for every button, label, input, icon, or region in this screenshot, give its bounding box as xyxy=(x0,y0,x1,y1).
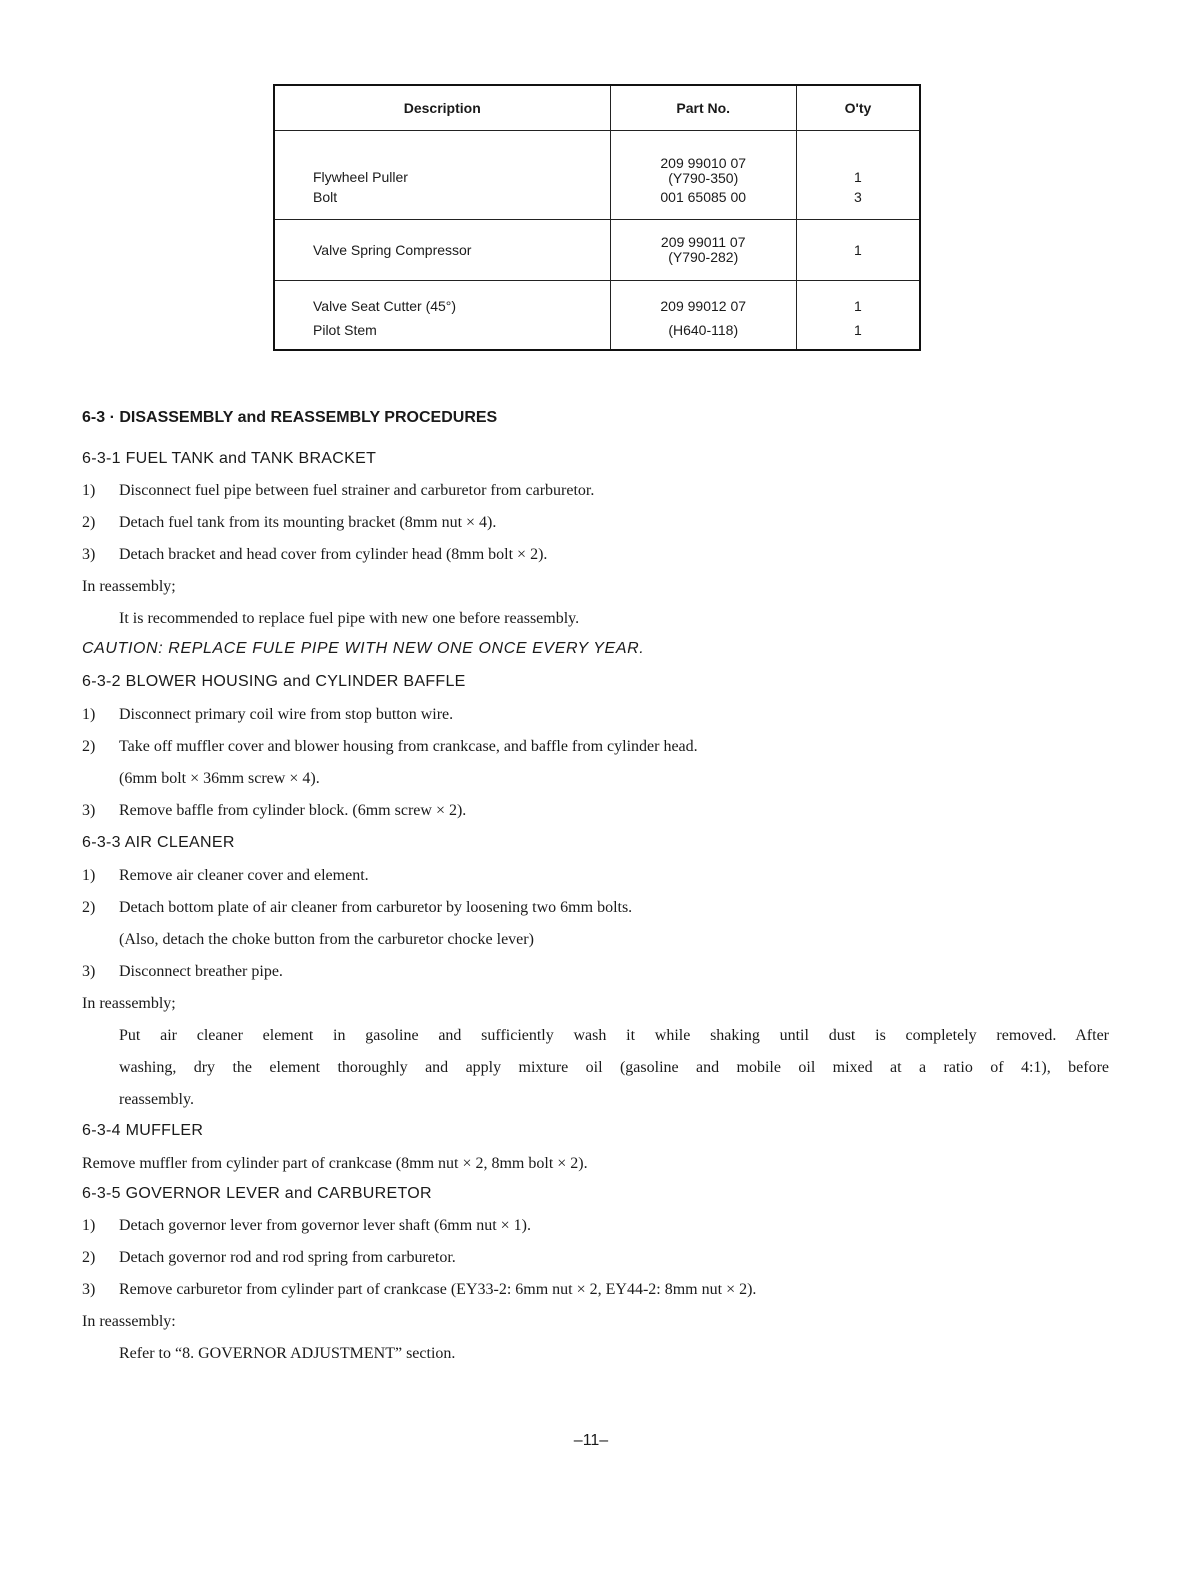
step-number: 1) xyxy=(82,706,96,723)
subsection-title: 6-3-3 AIR CLEANER xyxy=(82,834,235,851)
part-no-line: (Y790-282) xyxy=(668,248,739,265)
table-row xyxy=(274,318,920,350)
step-number: 1) xyxy=(82,867,96,884)
subsection-title: 6-3-1 FUEL TANK and TANK BRACKET xyxy=(82,450,377,467)
step-number: 3) xyxy=(82,546,96,563)
row-qty: 1 xyxy=(796,280,920,318)
step-number: 3) xyxy=(82,802,96,819)
step-text: Detach governor rod and rod spring from carburetor. xyxy=(119,1249,456,1266)
row-part-no: 209 99012 07 xyxy=(610,280,796,318)
step-text: Disconnect primary coil wire from stop button wire. xyxy=(119,706,454,723)
step-number: 2) xyxy=(82,899,96,916)
reassembly-note: Refer to “8. GOVERNOR ADJUSTMENT” section. xyxy=(119,1345,456,1362)
list-item xyxy=(82,546,547,564)
table-row xyxy=(274,219,920,280)
caution-note: CAUTION: REPLACE FULE PIPE WITH NEW ONE ONCE EVERY YEAR. xyxy=(82,640,645,657)
list-item xyxy=(82,1249,456,1267)
step-number: 3) xyxy=(82,1281,96,1298)
row-part-no xyxy=(610,131,796,187)
step-text: Detach fuel tank from its mounting bracket (8mm nut × 4). xyxy=(119,514,497,531)
table-row xyxy=(274,187,920,220)
list-item xyxy=(82,802,466,820)
reassembly-label: In reassembly; xyxy=(82,995,176,1012)
table-row xyxy=(274,280,920,318)
row-description: Flywheel Puller xyxy=(274,131,610,187)
header-description: Description xyxy=(274,85,610,131)
header-part-no: Part No. xyxy=(610,85,796,131)
reassembly-label: In reassembly: xyxy=(82,1313,176,1330)
step-text: Disconnect breather pipe. xyxy=(119,963,283,980)
muffler-instruction: Remove muffler from cylinder part of crankcase (8mm nut × 2, 8mm bolt × 2). xyxy=(82,1155,588,1172)
step-text: Remove carburetor from cylinder part of crankcase (EY33-2: 6mm nut × 2, EY44-2: 8mm nut × 2). xyxy=(119,1281,757,1298)
reassembly-paragraph-line: reassembly. xyxy=(119,1091,194,1108)
list-item xyxy=(82,482,594,500)
part-no-line: 209 99011 07 xyxy=(660,233,746,250)
list-item xyxy=(82,738,698,756)
list-item xyxy=(82,867,369,885)
reassembly-label: In reassembly; xyxy=(82,578,176,595)
step-number: 3) xyxy=(82,963,96,980)
reassembly-paragraph-line: washing, dry the element thoroughly and apply mixture oil (gasoline and mobile oil mixed at a ratio of 4:1), before xyxy=(119,1059,1109,1076)
step-text: Take off muffler cover and blower housing from crankcase, and baffle from cylinder head. xyxy=(119,738,698,755)
reassembly-paragraph-line: Put air cleaner element in gasoline and sufficiently wash it while shaking until dust is completely removed. After xyxy=(119,1027,1109,1044)
list-item xyxy=(82,963,283,981)
step-number: 2) xyxy=(82,514,96,531)
step-continuation: (6mm bolt × 36mm screw × 4). xyxy=(119,770,320,787)
subsection-title: 6-3-4 MUFFLER xyxy=(82,1122,204,1139)
row-part-no: 001 65085 00 xyxy=(610,187,796,220)
step-text: Disconnect fuel pipe between fuel strainer and carburetor from carburetor. xyxy=(119,482,595,499)
row-qty: 1 xyxy=(796,318,920,350)
row-description: Valve Spring Compressor xyxy=(274,219,610,280)
part-no-line: 209 99010 07 xyxy=(660,154,747,171)
row-qty: 1 xyxy=(796,131,920,187)
step-continuation: (Also, detach the choke button from the carburetor chocke lever) xyxy=(119,931,534,948)
subsection-title: 6-3-2 BLOWER HOUSING and CYLINDER BAFFLE xyxy=(82,673,466,690)
step-number: 1) xyxy=(82,1217,96,1234)
tools-table xyxy=(273,84,921,351)
header-qty: O'ty xyxy=(796,85,920,131)
step-text: Detach bottom plate of air cleaner from carburetor by loosening two 6mm bolts. xyxy=(119,899,633,916)
subsection-title: 6-3-5 GOVERNOR LEVER and CARBURETOR xyxy=(82,1185,432,1202)
page-number: –11– xyxy=(573,1432,609,1449)
list-item xyxy=(82,1281,756,1299)
list-item xyxy=(82,1217,531,1235)
section-title: 6-3 · DISASSEMBLY and REASSEMBLY PROCEDURES xyxy=(82,409,498,426)
step-text: Remove air cleaner cover and element. xyxy=(119,867,369,884)
row-qty: 3 xyxy=(796,187,920,220)
step-text: Remove baffle from cylinder block. (6mm screw × 2). xyxy=(119,802,467,819)
row-part-no: (H640-118) xyxy=(610,318,796,350)
row-description: Pilot Stem xyxy=(274,318,610,350)
step-number: 2) xyxy=(82,738,96,755)
list-item xyxy=(82,706,453,724)
step-text: Detach bracket and head cover from cylinder head (8mm bolt × 2). xyxy=(119,546,548,563)
step-number: 1) xyxy=(82,482,96,499)
part-no-line: (Y790-350) xyxy=(668,169,739,186)
row-qty: 1 xyxy=(796,219,920,280)
list-item xyxy=(82,514,496,532)
reassembly-note: It is recommended to replace fuel pipe with new one before reassembly. xyxy=(119,610,580,627)
table-row xyxy=(274,131,920,187)
list-item xyxy=(82,899,632,917)
row-description: Bolt xyxy=(274,187,610,220)
table-header-row xyxy=(274,85,920,131)
step-text: Detach governor lever from governor lever shaft (6mm nut × 1). xyxy=(119,1217,531,1234)
step-number: 2) xyxy=(82,1249,96,1266)
row-description: Valve Seat Cutter (45°) xyxy=(274,280,610,318)
row-part-no xyxy=(610,219,796,280)
